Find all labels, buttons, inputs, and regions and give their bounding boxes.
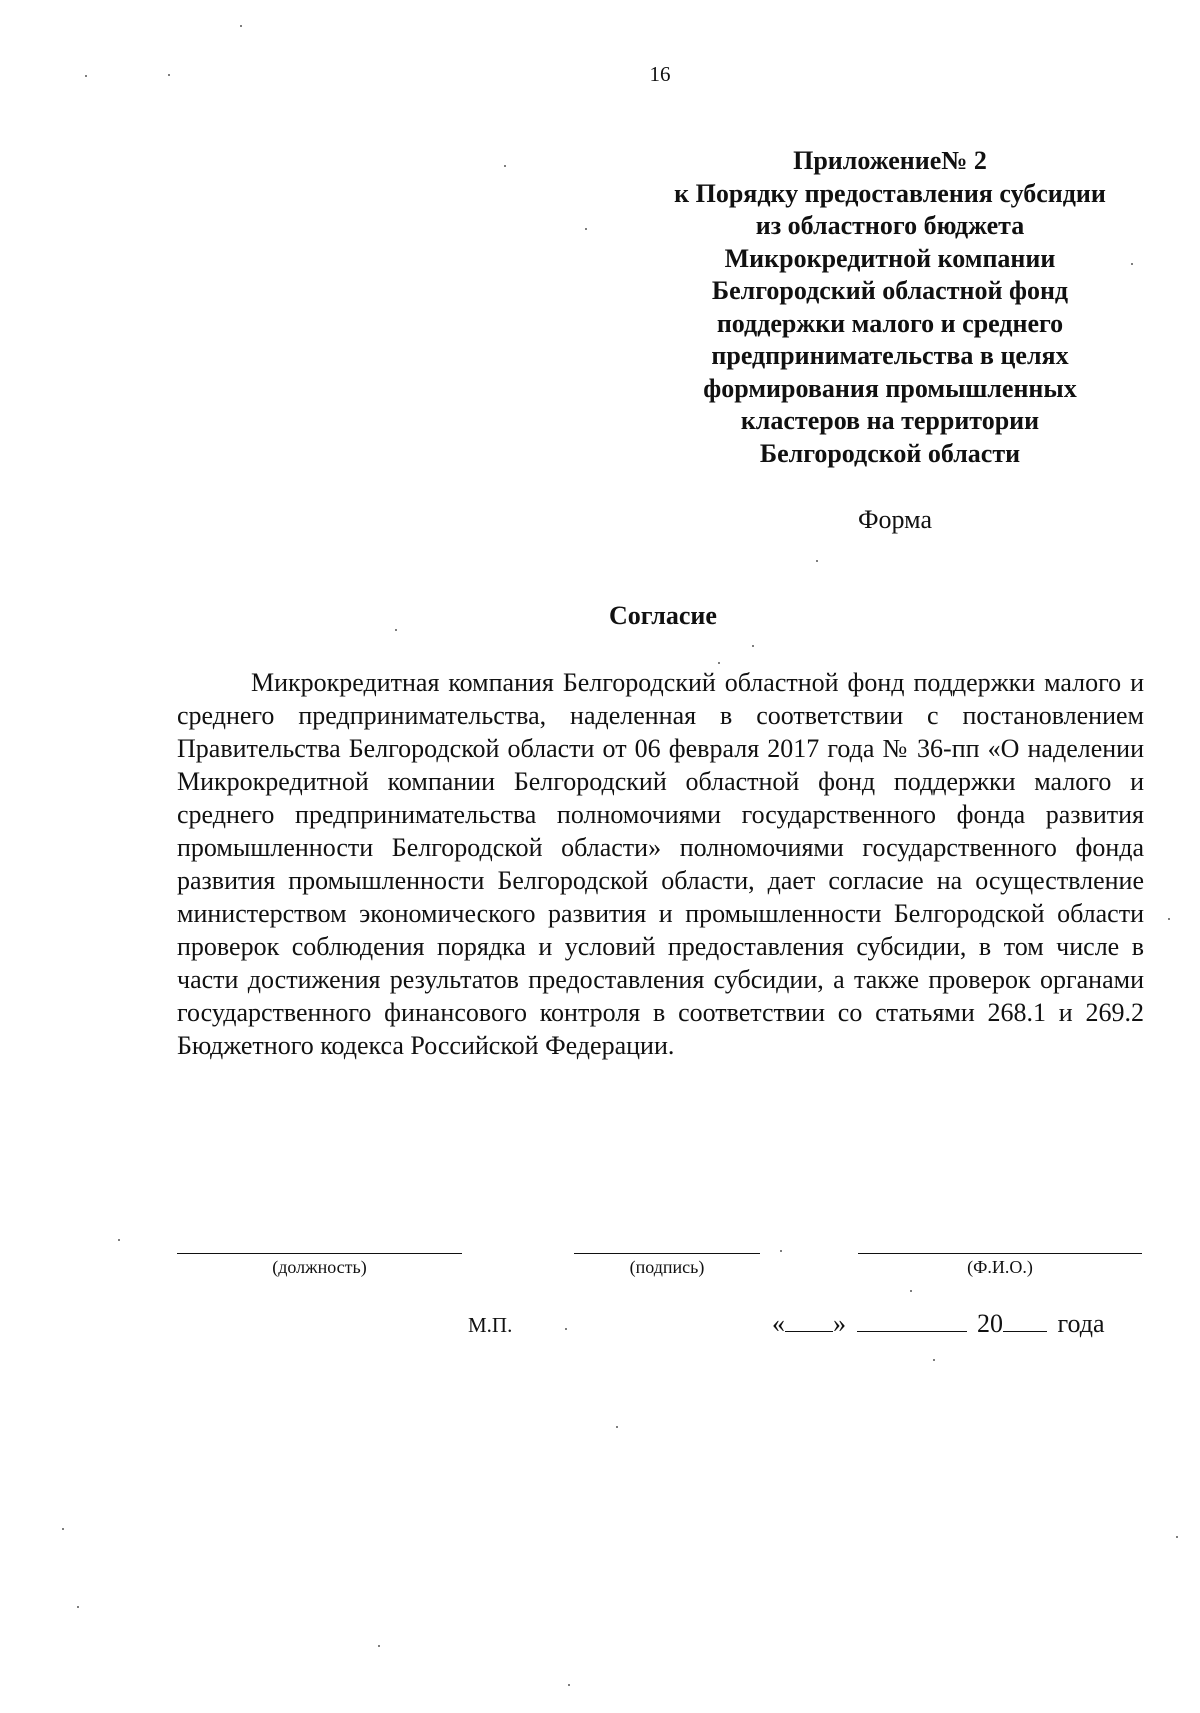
date-close-quote: »: [833, 1309, 846, 1338]
year-prefix: 20: [977, 1309, 1003, 1338]
scan-speck: [62, 1528, 64, 1530]
scan-speck: [77, 1606, 79, 1608]
full-name-caption: (Ф.И.О.): [967, 1257, 1033, 1277]
scan-speck: [240, 25, 242, 27]
stamp-label: М.П.: [468, 1313, 513, 1337]
month-blank[interactable]: [857, 1307, 967, 1332]
appendix-line: поддержки малого и среднего: [716, 308, 1064, 338]
scan-speck: [565, 1328, 567, 1330]
scan-speck: [816, 560, 818, 562]
position-caption: (должность): [272, 1257, 367, 1277]
appendix-line: Микрокредитной компании: [724, 243, 1056, 273]
scan-speck: [1176, 1536, 1178, 1538]
appendix-header: [645, 145, 1135, 470]
scan-speck: [718, 662, 720, 664]
consent-body-text: Микрокредитная компания Белгородский областной фонд поддержки малого и среднего предпринимательства, наделенная в соответствии с постановлением Правительства Белгородской области от 06 февраля 2017 года № 36-пп «О наделении Микрокредитной компании Белгородский областной фонд поддержки малого и среднего предпринимательства полномочиями государственного фонда развития промышленности Белгородской области» полномочиями государственного фонда развития промышленности Белгородской области, дает согласие на осуществление министерством экономического развития и промышленности Белгородской области проверок соблюдения порядка и условий предоставления субсидии, в том числе в части достижения результатов предоставления субсидии, а также проверок органами государственного финансового контроля в соответствии со статьями 268.1 и 269.2 Бюджетного кодекса Российской Федерации.: [177, 668, 1144, 1060]
scan-speck: [752, 645, 754, 647]
form-label: Форма: [858, 505, 932, 534]
scan-speck: [1168, 918, 1170, 920]
signature-caption: (подпись): [629, 1257, 705, 1277]
appendix-line: кластеров на территории: [740, 406, 1040, 435]
page-number: 16: [649, 62, 671, 86]
scan-speck: [585, 228, 587, 230]
appendix-line: Приложение№ 2: [793, 146, 987, 175]
scan-speck: [1131, 263, 1133, 265]
appendix-line: из областного бюджета: [755, 211, 1025, 240]
year-suffix: года: [1057, 1309, 1105, 1338]
date-open-quote: «: [772, 1309, 785, 1338]
appendix-line: формирования промышленных: [703, 373, 1077, 403]
scan-speck: [378, 1645, 380, 1647]
appendix-line: к Порядку предоставления субсидии: [674, 178, 1106, 208]
appendix-line: предпринимательства в целях: [711, 341, 1069, 370]
scan-speck: [568, 1684, 570, 1686]
appendix-line: Белгородской области: [759, 438, 1021, 468]
full-name-line[interactable]: [858, 1253, 1142, 1254]
day-blank[interactable]: [785, 1307, 833, 1332]
scan-speck: [933, 1359, 935, 1361]
appendix-line: Белгородский областной фонд: [711, 276, 1069, 305]
scan-speck: [85, 75, 87, 77]
year-blank[interactable]: [1003, 1307, 1047, 1332]
date-field: [772, 1307, 1105, 1339]
scan-speck: [910, 1290, 912, 1292]
scan-speck: [616, 1426, 618, 1428]
scan-speck: [504, 165, 506, 167]
signature-line[interactable]: [574, 1253, 760, 1254]
scan-speck: [118, 1239, 120, 1241]
scan-speck: [395, 629, 397, 631]
position-line[interactable]: [177, 1253, 462, 1254]
scan-speck: [780, 1250, 782, 1252]
document-title: Согласие: [609, 601, 717, 630]
scan-speck: [168, 74, 170, 76]
